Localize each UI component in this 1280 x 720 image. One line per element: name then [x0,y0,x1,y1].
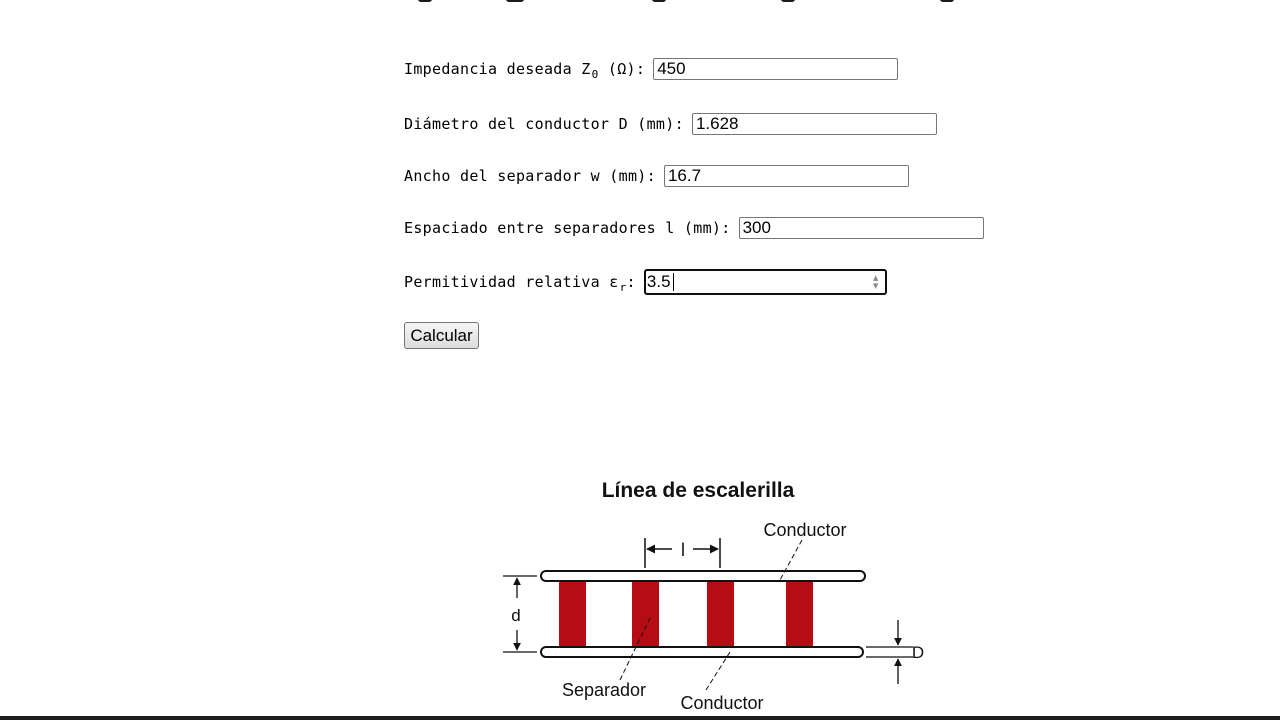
D-label: D [911,643,925,662]
width-label: Ancho del separador w (mm): [404,167,656,185]
spin-down-icon[interactable]: ▼ [873,282,879,290]
separator-label: Separador [561,680,647,700]
spin-up-icon[interactable]: ▲ [873,274,879,282]
separator-group [559,580,813,648]
separator-rung [786,580,813,648]
d-label: d [511,606,521,625]
impedance-label: Impedancia deseada $Z_0$ (Ω): [404,60,646,81]
conductor-bottom-label: Conductor [680,693,764,713]
figure-title: Línea de escalerilla [601,479,795,502]
l-label: l [681,540,685,560]
spacing-label: Espaciado entre separadores l (mm): [404,219,731,237]
bottom-bar [0,716,1280,720]
separator-rung [632,580,659,648]
conductor-top-label: Conductor [763,520,847,540]
permittivity-label: Permitividad relativa $\varepsilon_r$: [404,273,636,294]
bottom-conductor [541,647,863,657]
separator-rung [559,580,586,648]
separator-rung [707,580,734,648]
calculate-button[interactable]: Calcular [404,322,479,349]
diameter-label: Diámetro del conductor D (mm): [404,115,684,133]
top-conductor [541,571,865,581]
